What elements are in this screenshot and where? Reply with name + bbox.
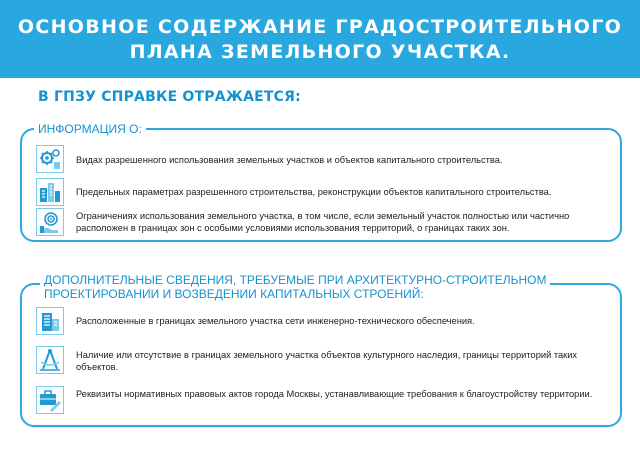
subheading: В ГПЗУ СПРАВКЕ ОТРАЖАЕТСЯ: (38, 89, 301, 105)
header-banner (0, 0, 640, 78)
hand-target-icon (36, 208, 64, 236)
additional-info-label-line-2: ПРОЕКТИРОВАНИИ И ВОЗВЕДЕНИИ КАПИТАЛЬНЫХ СТРОЕНИЙ: (44, 287, 424, 301)
additional-info-panel (20, 273, 622, 427)
item-text: Ограничениях использования земельного участка, в том числе, если земельный участок полностью или частично расположен в границах зон с особыми условиями использования территорий, о границах таких зон. (76, 211, 570, 233)
buildings-icon (36, 178, 64, 206)
item-text: Предельных параметрах разрешенного строительства, реконструкции объектов капитального строительства. (76, 187, 552, 197)
additional-info-label-line-1: ДОПОЛНИТЕЛЬНЫЕ СВЕДЕНИЯ, ТРЕБУЕМЫЕ ПРИ АРХИТЕКТУРНО-СТРОИТЕЛЬНОМ (44, 273, 547, 287)
info-panel-label: ИНФОРМАЦИЯ О: (34, 122, 146, 136)
building-icon (36, 307, 64, 335)
compass-ruler-icon (36, 346, 64, 374)
page-title-line-1: ОСНОВНОЕ СОДЕРЖАНИЕ ГРАДОСТРОИТЕЛЬНОГО (17, 16, 623, 38)
additional-info-panel-label (40, 273, 550, 301)
item-text: Реквизиты нормативных правовых актов города Москвы, устанавливающие требования к благоустройству территории. (76, 389, 593, 399)
gears-icon (36, 145, 64, 173)
item-text: Расположенные в границах земельного участка сети инженерно-технического обеспечения. (76, 316, 475, 326)
page-title-line-2: ПЛАНА ЗЕМЕЛЬНОГО УЧАСТКА. (129, 41, 511, 63)
item-text: Видах разрешенного использования земельных участков и объектов капитального строительства. (76, 155, 503, 165)
briefcase-pencil-icon (36, 386, 64, 414)
item-text: Наличие или отсутствие в границах земельного участка объектов культурного наследия, границы территорий таких объектов. (76, 350, 578, 372)
info-panel (20, 122, 622, 242)
